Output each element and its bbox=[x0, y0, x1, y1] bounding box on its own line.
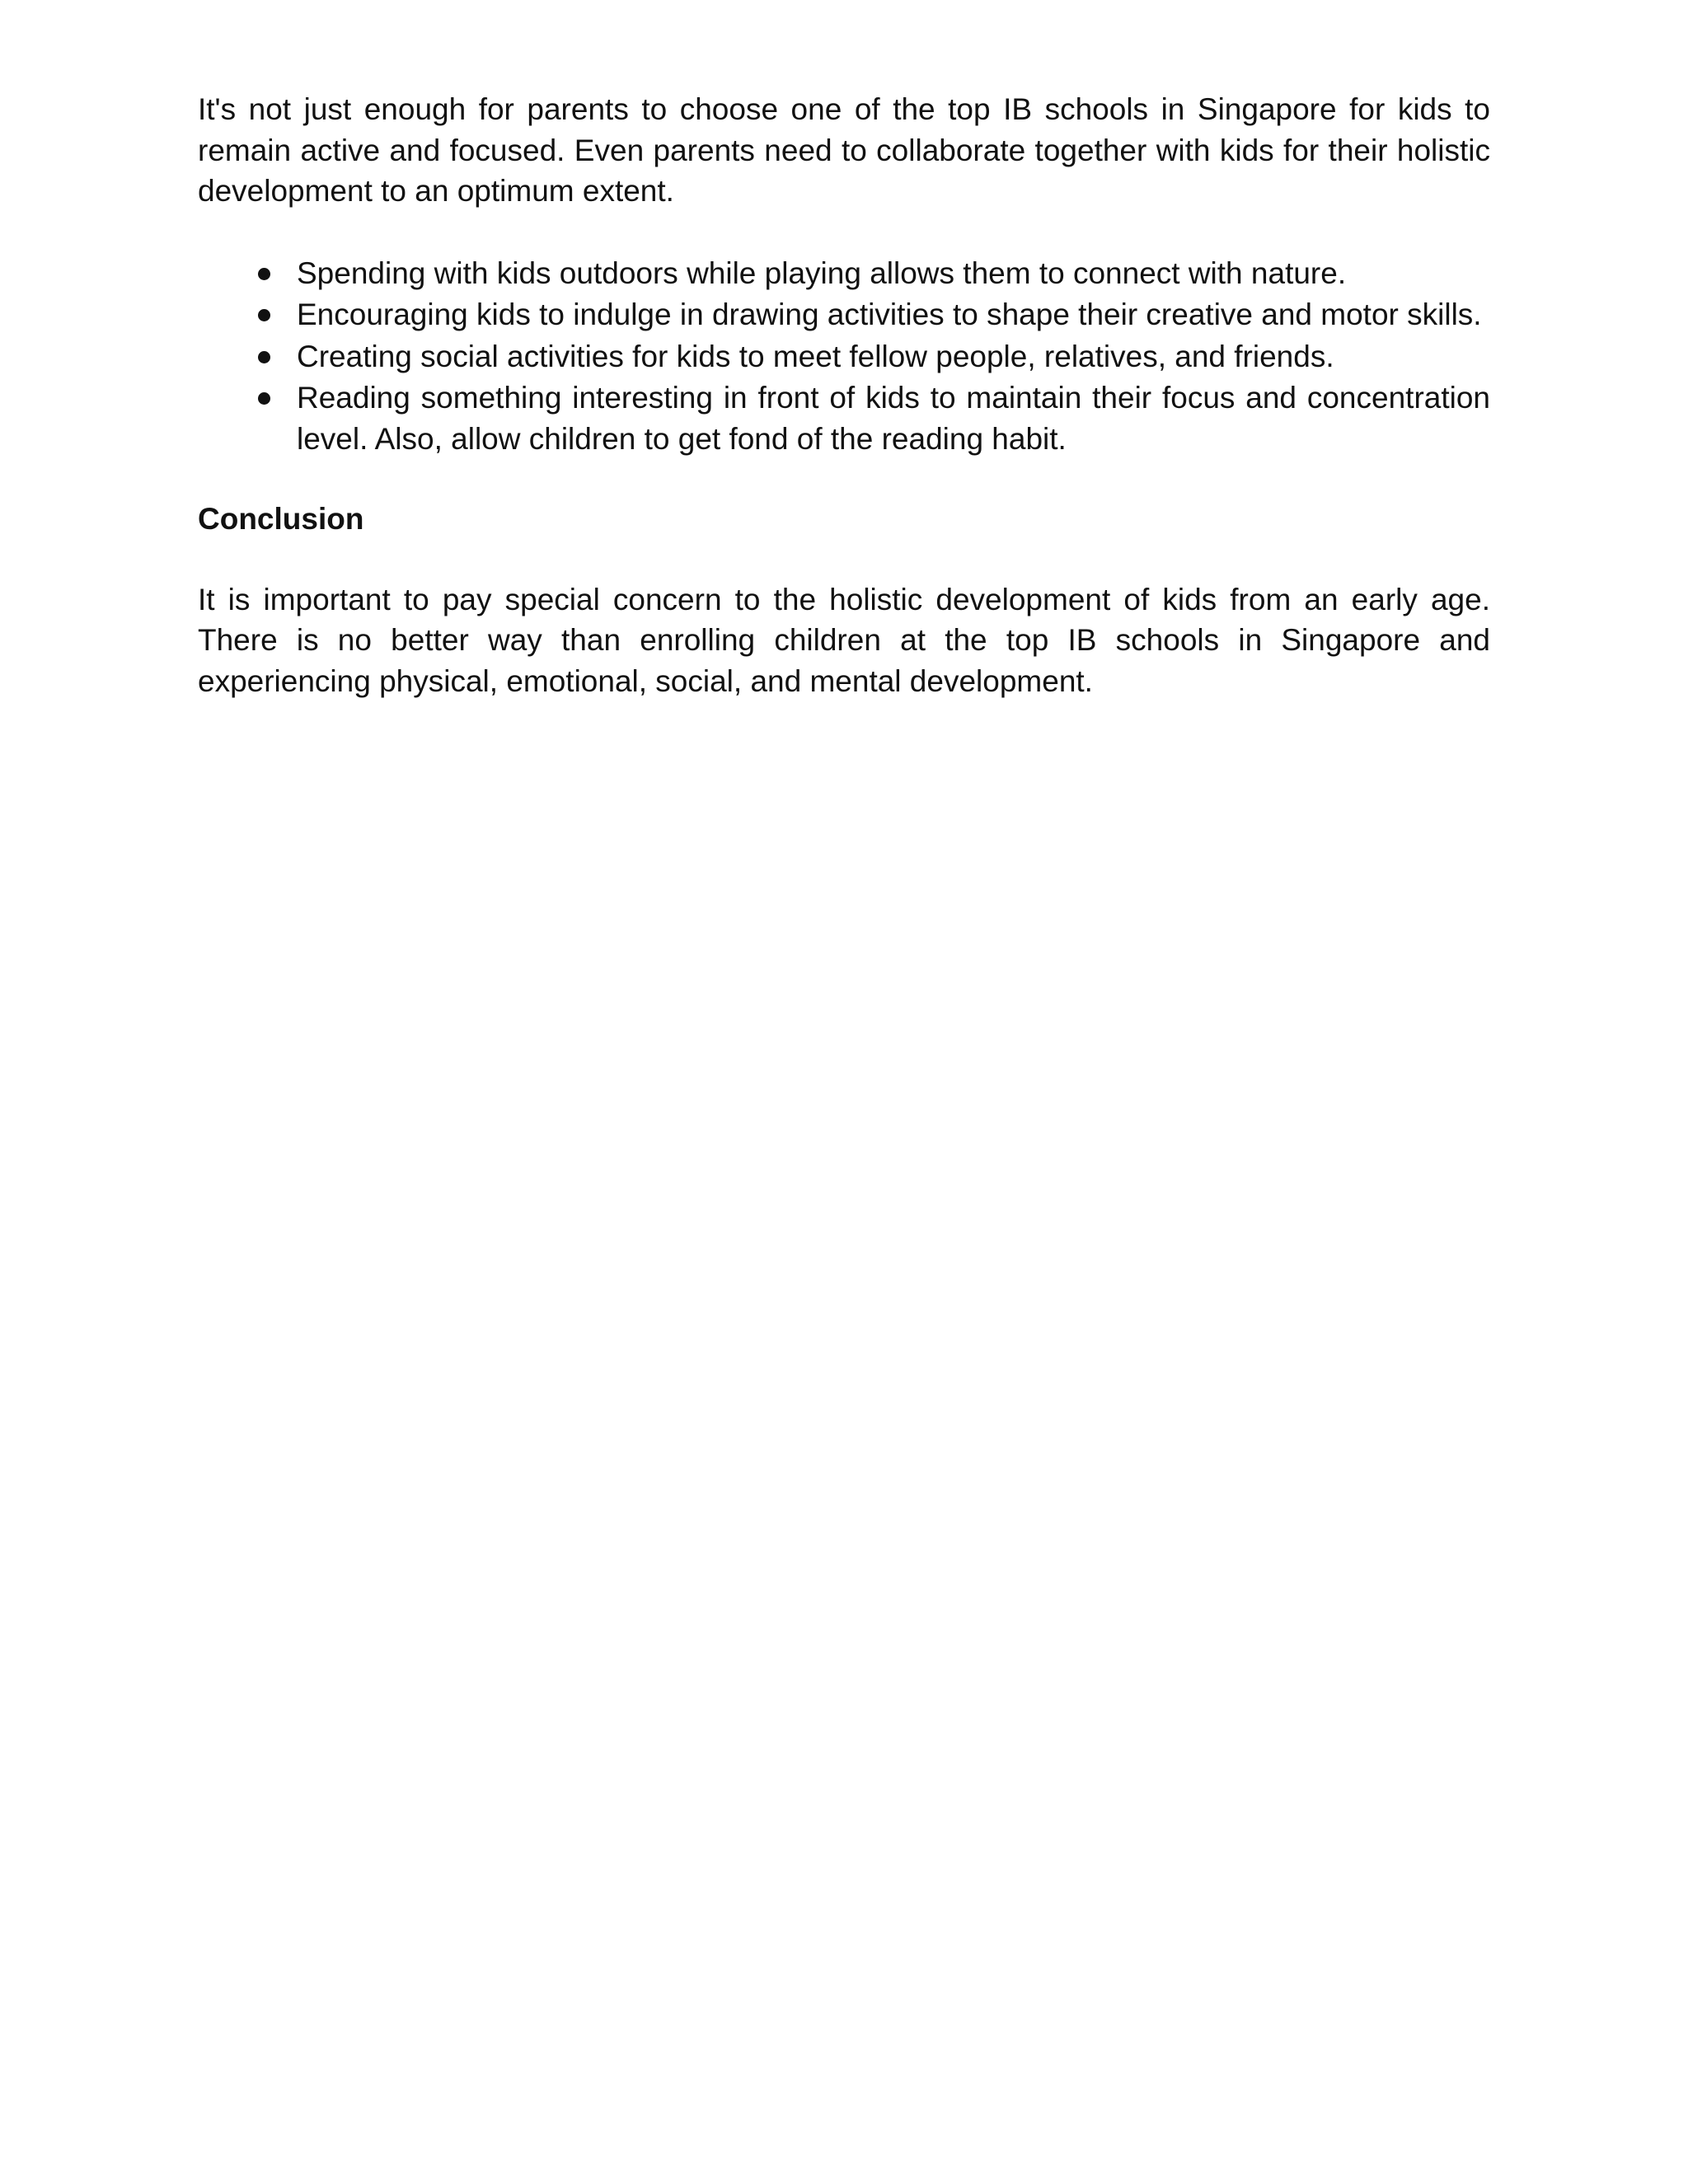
document-page bbox=[198, 89, 1490, 701]
intro-paragraph: It's not just enough for parents to choose one of the top IB schools in Singapore for kids to remain active and focused. Even parents need to collaborate together with kids for their holistic development to an optimum extent. bbox=[198, 92, 1490, 208]
conclusion-heading: Conclusion bbox=[198, 502, 364, 536]
bullet-icon bbox=[258, 309, 270, 321]
list-item-text: Spending with kids outdoors while playing allows them to connect with nature. bbox=[297, 255, 1347, 290]
bullet-list bbox=[198, 253, 1490, 460]
list-item-text: Creating social activities for kids to meet fellow people, relatives, and friends. bbox=[297, 339, 1334, 373]
bullet-icon bbox=[258, 392, 270, 405]
bullet-icon bbox=[258, 351, 270, 363]
list-item-text: Encouraging kids to indulge in drawing activities to shape their creative and motor skills. bbox=[297, 298, 1482, 331]
list-item bbox=[198, 294, 1490, 335]
list-item bbox=[198, 253, 1490, 294]
list-item bbox=[198, 336, 1490, 377]
list-item bbox=[198, 377, 1490, 459]
bullet-icon bbox=[258, 268, 270, 280]
list-item-text: Reading something interesting in front of kids to maintain their focus and concentration level. Also, allow children to get fond of the reading habit. bbox=[297, 381, 1490, 456]
conclusion-paragraph: It is important to pay special concern to the holistic development of kids from an early age. There is no better way than enrolling children at the top IB schools in Singapore and experiencing physical, emotional, social, and mental development. bbox=[198, 582, 1490, 698]
